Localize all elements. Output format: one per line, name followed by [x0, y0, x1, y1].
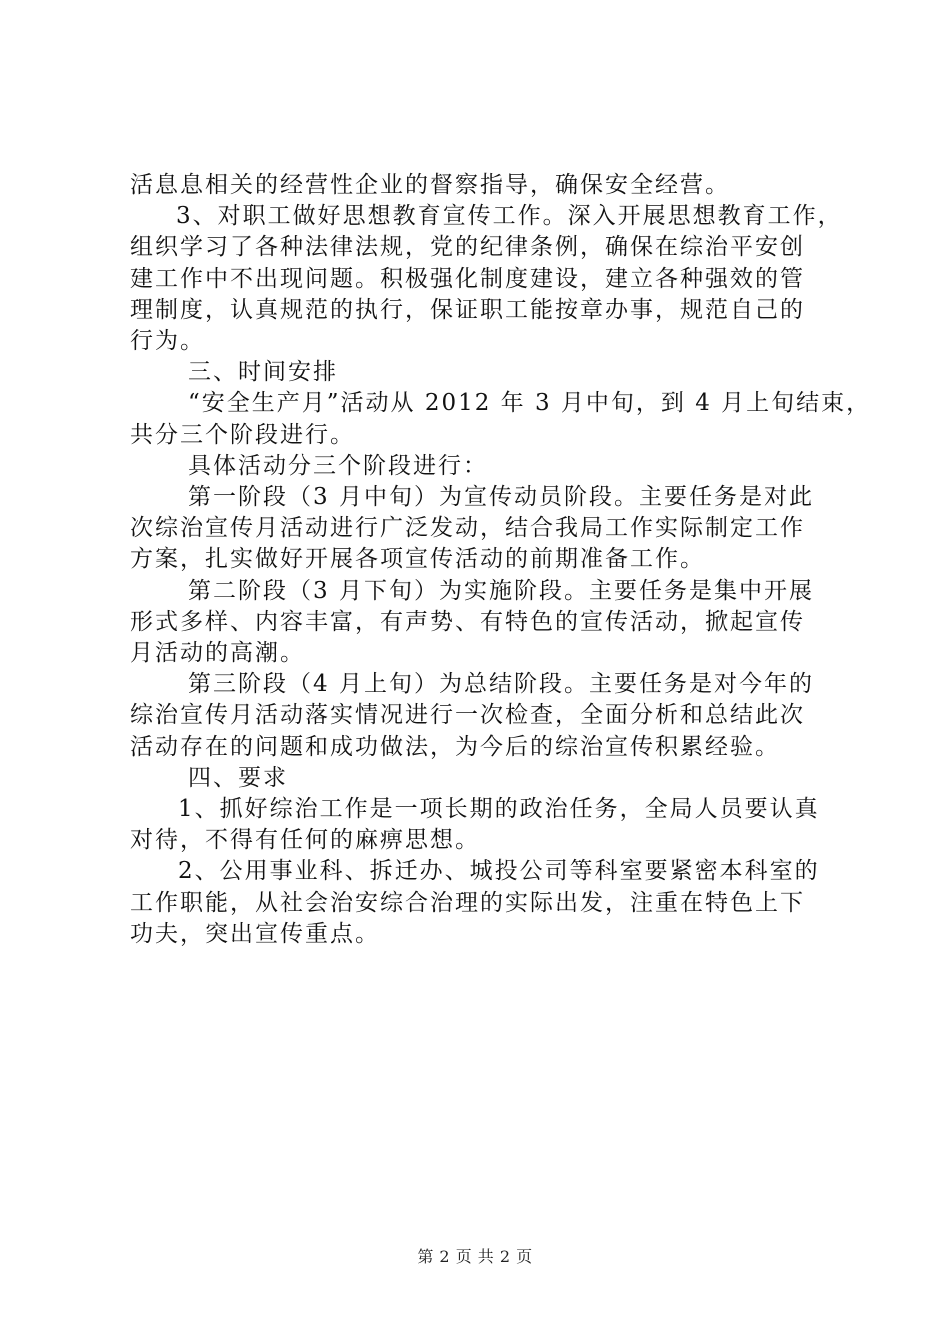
paragraph-line: 第一阶段（3 月中旬）为宣传动员阶段。主要任务是对此 [188, 484, 814, 511]
paragraph-line: 行为。 [130, 328, 205, 355]
paragraph-stage-1 [130, 482, 830, 576]
paragraph-stage-2 [130, 576, 830, 670]
paragraph-line: 工作职能，从社会治安综合治理的实际出发，注重在特色上下 [130, 889, 805, 916]
paragraph-continuation [130, 170, 830, 201]
paragraph-heading-3 [130, 357, 830, 388]
paragraph-line: 建工作中不出现问题。积极强化制度建设，建立各种强效的管 [130, 265, 805, 292]
paragraph-heading-4 [130, 763, 830, 794]
paragraph-line: 共分三个阶段进行。 [130, 421, 355, 448]
paragraph-line: 组织学习了各种法律法规，党的纪律条例，确保在综治平安创 [130, 234, 805, 261]
paragraph-line: 四、要求 [188, 764, 288, 791]
paragraph-line: 功夫，突出宣传重点。 [130, 920, 380, 947]
paragraph-line: 三、时间安排 [188, 359, 338, 386]
paragraph-req-2 [130, 856, 830, 950]
paragraph-line: 次综治宣传月活动进行广泛发动，结合我局工作实际制定工作 [130, 515, 805, 542]
paragraph-req-1 [130, 794, 830, 856]
document-body [130, 170, 872, 950]
paragraph-stages-intro [130, 451, 830, 482]
paragraph-line: 月活动的高潮。 [130, 640, 305, 667]
paragraph-item-3 [130, 201, 843, 357]
paragraph-line: 第三阶段（4 月上旬）为总结阶段。主要任务是对今年的 [188, 671, 814, 698]
paragraph-stage-3 [130, 669, 830, 763]
paragraph-line: 具体活动分三个阶段进行： [188, 452, 488, 479]
paragraph-line: 综治宣传月活动落实情况进行一次检查，全面分析和总结此次 [130, 702, 805, 729]
paragraph-line: 3、对职工做好思想教育宣传工作。深入开展思想教育工作， [176, 203, 843, 230]
paragraph-line: 2、公用事业科、拆迁办、城投公司等科室要紧密本科室的 [178, 858, 820, 885]
paragraph-line: 对待，不得有任何的麻痹思想。 [130, 827, 480, 854]
paragraph-line: 1、抓好综治工作是一项长期的政治任务，全局人员要认真 [178, 796, 820, 823]
paragraph-line: 活息息相关的经营性企业的督察指导，确保安全经营。 [130, 172, 730, 198]
page-footer: 第 2 页 共 2 页 [417, 1247, 533, 1266]
paragraph-line: 第二阶段（3 月下旬）为实施阶段。主要任务是集中开展 [188, 577, 814, 604]
paragraph-schedule [130, 388, 872, 450]
paragraph-line: 活动存在的问题和成功做法，为今后的综治宣传积累经验。 [130, 733, 780, 760]
paragraph-line: 方案，扎实做好开展各项宣传活动的前期准备工作。 [130, 546, 705, 573]
paragraph-line: 理制度，认真规范的执行，保证职工能按章办事，规范自己的 [130, 296, 805, 323]
paragraph-line: “安全生产月”活动从 2012 年 3 月中旬，到 4 月上旬结束， [188, 390, 872, 417]
paragraph-line: 形式多样、内容丰富，有声势、有特色的宣传活动，掀起宣传 [130, 608, 805, 635]
